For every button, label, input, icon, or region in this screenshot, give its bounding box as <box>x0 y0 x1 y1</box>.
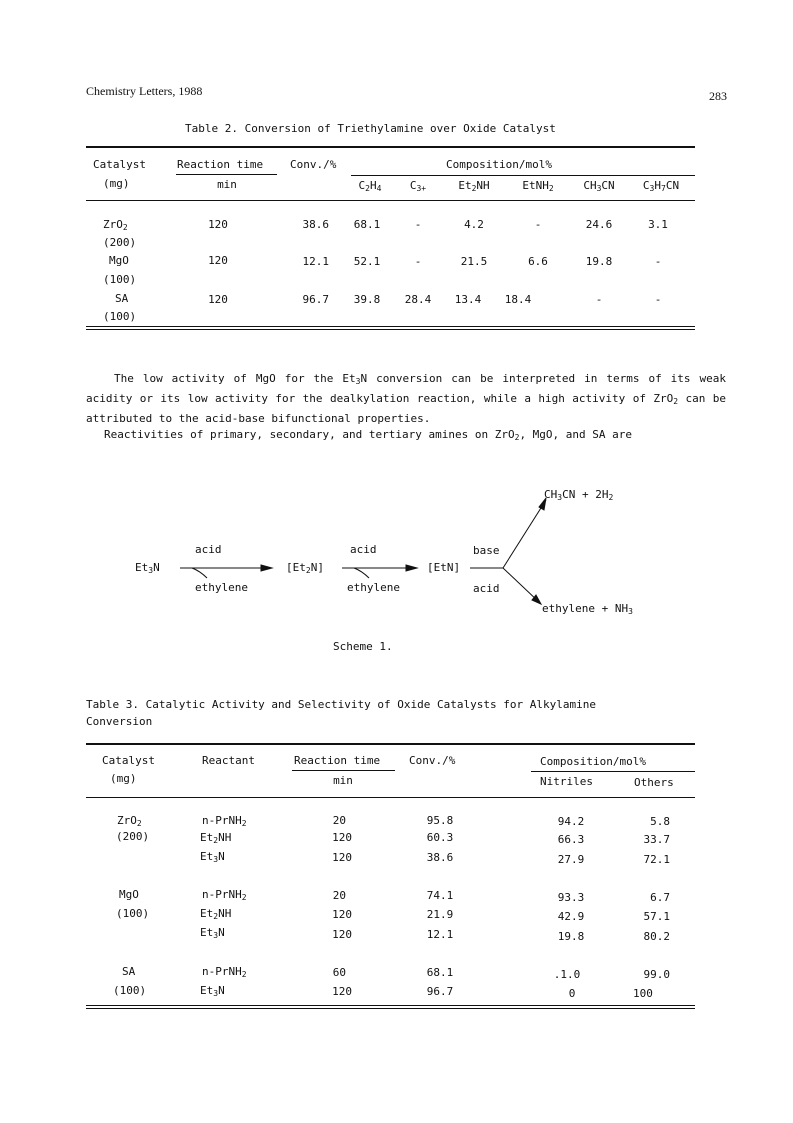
table3-g2-r3-nitriles: 19.8 <box>557 930 585 943</box>
table2-header-reaction-time-unit: min <box>217 178 237 191</box>
table3-g2-r3-others: 80.2 <box>643 930 670 943</box>
table2-row3-v1: 39.8 <box>353 293 381 306</box>
table3-g1-r2-nitriles: 66.3 <box>557 833 585 846</box>
table2-row2-conv: 12.1 <box>302 255 329 268</box>
table2-header-conv: Conv./% <box>290 158 337 171</box>
table3-g1-r1-nitriles: 94.2 <box>557 815 585 828</box>
table2-row3-v5: - <box>595 293 603 306</box>
table3-g2-r1-others: 6.7 <box>650 891 670 904</box>
table2-header-catalyst-unit: (mg) <box>103 177 130 190</box>
table2-row3-conv: 96.7 <box>302 293 329 306</box>
table2-row3-catalyst: SA <box>115 292 129 305</box>
table3-time-rule <box>292 770 395 771</box>
table2-row1-v2: - <box>414 218 422 231</box>
table2-header-reaction-time: Reaction time <box>177 158 264 171</box>
table3-g3-r2-conv: 96.7 <box>426 985 454 998</box>
scheme-arrowhead-2 <box>406 565 417 571</box>
table2-row3-v2: 28.4 <box>404 293 432 306</box>
table3-g2-r2-conv: 21.9 <box>426 908 454 921</box>
table2-sub-header-3: $Et_2NH$ <box>458 179 490 193</box>
table3-g2-r2-others: 57.1 <box>643 910 670 923</box>
table2-row2-v1: 52.1 <box>353 255 381 268</box>
table3-composition-rule <box>531 771 695 772</box>
table2-row1-v1: 68.1 <box>353 218 381 231</box>
scheme-product-top: $CH_3CN + 2H_2$ <box>544 488 614 502</box>
table2-row3-time: 120 <box>208 293 228 306</box>
table3-g3-r1-others: 99.0 <box>643 968 670 981</box>
table3-group3-mass: (100) <box>113 984 147 997</box>
table3-g2-r1-nitriles: 93.3 <box>557 891 585 904</box>
table2-row2-time: 120 <box>208 254 228 267</box>
scheme-acid-2: acid <box>350 543 377 556</box>
table2-row1-time: 120 <box>208 218 228 231</box>
scheme-branch-2 <box>354 568 369 578</box>
scheme-intermediate-2: [EtN] <box>427 561 461 574</box>
table3-g1-r1-reactant: n-PrNH$_2$ <box>202 814 247 828</box>
table3-group3-catalyst: SA <box>122 965 136 978</box>
table2-row1-v3: 4.2 <box>464 218 484 231</box>
table3-caption-line-2: Conversion <box>86 715 153 728</box>
scheme-acid-1: acid <box>195 543 222 556</box>
table3-g2-r1-time: 20 <box>332 889 346 902</box>
table3-header-catalyst-unit: (mg) <box>110 772 137 785</box>
table3-bottom-rule-2 <box>86 1008 695 1009</box>
journal-header: Chemistry Letters, 1988 <box>86 84 203 98</box>
table3-group1-mass: (200) <box>116 830 150 843</box>
table2-row2-mass: (100) <box>103 273 137 286</box>
table3-header-reaction-time: Reaction time <box>294 754 381 767</box>
page-number: 283 <box>709 89 727 103</box>
table3-g1-r1-others: 5.8 <box>650 815 670 828</box>
table2-header-catalyst: Catalyst <box>93 158 146 171</box>
table3-header-catalyst: Catalyst <box>102 754 155 767</box>
table3-g3-r2-reactant: $Et_3N$ <box>200 984 225 998</box>
table2-row3-v4: 18.4 <box>504 293 532 306</box>
table3-g1-r3-others: 72.1 <box>643 853 670 866</box>
table2-row2-catalyst: MgO <box>109 254 129 267</box>
table3-g3-r2-others: 100 <box>633 987 653 1000</box>
table2-sub-header-6: $C_3H_7CN$ <box>642 179 680 193</box>
table2-row2-v5: 19.8 <box>585 255 613 268</box>
table3-g2-r2-time: 120 <box>332 908 352 921</box>
table3-g3-r2-time: 120 <box>332 985 352 998</box>
table3-g3-r1-conv: 68.1 <box>426 966 454 979</box>
table3-group2-mass: (100) <box>116 907 150 920</box>
table3-g3-r1-nitriles: .1.0 <box>553 968 581 981</box>
table3-g3-r2-nitriles: 0 <box>568 987 576 1000</box>
table2-row1-conv: 38.6 <box>302 218 329 231</box>
table3-g1-r3-reactant: $Et_3N$ <box>200 850 225 864</box>
table3-g2-r2-nitriles: 42.9 <box>557 910 585 923</box>
table2-row3-v6: - <box>654 293 662 306</box>
table2-sub-header-5: $CH_3CN$ <box>583 179 615 193</box>
table3-g1-r3-conv: 38.6 <box>426 851 454 864</box>
table3-g2-r2-reactant: $Et_2NH$ <box>200 907 232 921</box>
table3-g2-r3-time: 120 <box>332 928 352 941</box>
table3-g1-r2-time: 120 <box>332 831 352 844</box>
scheme-ethylene-1: ethylene <box>195 581 248 594</box>
table3-group1-catalyst: ZrO$_2$ <box>117 814 142 828</box>
table2-sub-header-2: $C_{3+}$ <box>409 179 427 193</box>
table2-sub-header-4: EtNH$_2$ <box>522 179 554 193</box>
table3-group2-catalyst: MgO <box>119 888 139 901</box>
scheme-ethylene-2: ethylene <box>347 581 400 594</box>
table3-g1-r1-time: 20 <box>332 814 346 827</box>
table3-top-rule <box>86 743 695 745</box>
scheme-branch-1 <box>192 568 207 578</box>
table3-g3-r1-reactant: n-PrNH$_2$ <box>202 965 247 979</box>
table3-header-composition: Composition/mol% <box>540 755 646 768</box>
table3-header-others: Others <box>634 776 674 789</box>
table3-g1-r2-conv: 60.3 <box>426 831 454 844</box>
table3-g2-r3-conv: 12.1 <box>426 928 454 941</box>
table3-g1-r1-conv: 95.8 <box>426 814 454 827</box>
scheme-acid-3: acid <box>473 582 500 595</box>
table3-g1-r3-time: 120 <box>332 851 352 864</box>
table2-header-composition: Composition/mol% <box>446 158 552 171</box>
table3-header-reaction-time-unit: min <box>333 774 353 787</box>
table2-sub-header-1: $C_2H_4$ <box>358 179 382 193</box>
table3-g3-r1-time: 60 <box>332 966 346 979</box>
table2-row3-mass: (100) <box>103 310 137 323</box>
scheme-arrowhead-1 <box>261 565 272 571</box>
table3-header-conv: Conv./% <box>409 754 456 767</box>
table2-row2-v2: - <box>414 255 422 268</box>
table2-row3-v3: 13.4 <box>454 293 482 306</box>
table2-row1-v5: 24.6 <box>585 218 613 231</box>
body-paragraph-2: Reactivities of primary, secondary, and tertiary amines on ZrO$_2$, MgO, and SA are <box>104 428 633 442</box>
table2-row1-catalyst: ZrO$_2$ <box>103 218 128 232</box>
table2-row2-v3: 21.5 <box>460 255 488 268</box>
scheme-start: $Et_3N$ <box>135 561 160 575</box>
table2-row2-v4: 6.6 <box>528 255 548 268</box>
table3-header-nitriles: Nitriles <box>540 775 593 788</box>
scheme-product-bottom: ethylene + $NH_3$ <box>542 602 633 616</box>
table3-g2-r1-conv: 74.1 <box>426 889 454 902</box>
table3-g1-r2-reactant: $Et_2NH$ <box>200 831 232 845</box>
table2-row1-v4: - <box>534 218 542 231</box>
scheme-base: base <box>473 544 500 557</box>
table2-row1-v6: 3.1 <box>648 218 668 231</box>
scheme-upper-branch <box>503 500 546 568</box>
table2-caption: Table 2. Conversion of Triethylamine over Oxide Catalyst <box>185 122 556 135</box>
table3-bottom-rule-1 <box>86 1005 695 1006</box>
table2-row2-v6: - <box>654 255 662 268</box>
table3-header-rule <box>86 797 695 798</box>
body-paragraph-1: The low activity of MgO for the $Et_3N$ conversion can be interpreted in terms of its weak acidity or its low activity for the dealkylation reaction, while a high activity of ZrO$_2$ can be attributed to the acid-base bifunctional properties. <box>86 372 727 425</box>
table3-g1-r3-nitriles: 27.9 <box>557 853 585 866</box>
table3-g2-r1-reactant: n-PrNH$_2$ <box>202 888 247 902</box>
scheme-caption: Scheme 1. <box>333 640 393 653</box>
scheme-intermediate-1: $[Et_2N]$ <box>286 561 324 575</box>
table3-g1-r2-others: 33.7 <box>643 833 670 846</box>
table3-header-reactant: Reactant <box>202 754 255 767</box>
table3-caption-line-1: Table 3. Catalytic Activity and Selectivity of Oxide Catalysts for Alkylamine <box>86 698 596 711</box>
table3-g2-r3-reactant: $Et_3N$ <box>200 926 225 940</box>
table2-row1-mass: (200) <box>103 236 137 249</box>
